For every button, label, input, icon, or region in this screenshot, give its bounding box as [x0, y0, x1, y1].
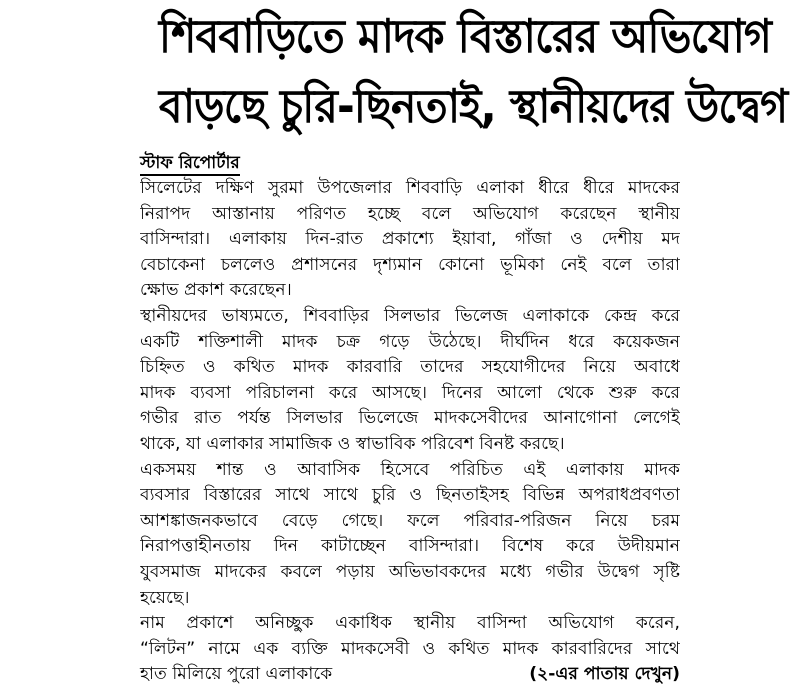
body-line: মাদক ব্যবসা পরিচালনা করে আসছে। দিনের আলো থেকে শুরু করে: [140, 382, 680, 403]
body-line: একসময় শান্ত ও আবাসিক হিসেবে পরিচিত এই এলাকায় মাদক: [140, 459, 680, 480]
body-line: চিহ্নিত ও কথিত মাদক কারবারি তাদের সহযোগীদের নিয়ে অবাধে: [140, 357, 680, 378]
body-line: নাম প্রকাশে অনিচ্ছুক একাধিক স্থানীয় বাসিন্দা অভিযোগ করেন,: [140, 613, 680, 634]
body-line: ক্ষোভ প্রকাশ করেছেন।: [140, 280, 292, 301]
closing-line: [140, 662, 680, 688]
body-line: “লিটন” নামে এক ব্যক্তি মাদকসেবী ও কথিত মাদক কারবারিদের সাথে: [140, 638, 680, 659]
body-line: হয়েছে।: [140, 587, 190, 608]
headline-line-1: শিববাড়িতে মাদক বিস্তারের অভিযোগ: [158, 9, 772, 63]
byline: স্টাফ রিপোর্টার: [140, 152, 240, 176]
body-line: নিরাপদ আস্তানায় পরিণত হচ্ছে বলে অভিযোগ করেছেন স্থানীয়: [140, 203, 680, 224]
body-line: আশঙ্কাজনকভাবে বেড়ে গেছে। ফলে পরিবার-পরিজন নিয়ে চরম: [140, 510, 680, 531]
body-line: স্থানীয়দের ভাষ্যমতে, শিববাড়ির সিলভার ভিলেজ এলাকাকে কেন্দ্র করে: [140, 305, 680, 326]
body-line: ব্যবসার বিস্তারের সাথে সাথে চুরি ও ছিনতাইসহ বিভিন্ন অপরাধপ্রবণতা: [140, 485, 680, 506]
body-line: সিলেটের দক্ষিণ সুরমা উপজেলার শিববাড়ি এলাকা ধীরে ধীরে মাদকের: [140, 178, 680, 198]
body-line: একটি শক্তিশালী মাদক চক্র গড়ে উঠেছে। দীর্ঘদিন ধরে কয়েকজন: [140, 331, 680, 352]
body-line: গভীর রাত পর্যন্ত সিলভার ভিলেজে মাদকসেবীদের আনাগোনা লেগেই: [140, 408, 680, 429]
article-body: [140, 176, 680, 688]
body-line: নিরাপত্তাহীনতায় দিন কাটাচ্ছেন বাসিন্দারা। বিশেষ করে উদীয়মান: [140, 536, 680, 557]
body-line: যুবসমাজ মাদকের কবলে পড়ায় অভিভাবকদের মধ্যে গভীর উদ্বেগ সৃষ্টি: [140, 561, 680, 582]
body-line: থাকে, যা এলাকার সামাজিক ও স্বাভাবিক পরিবেশ বিনষ্ট করছে।: [140, 433, 565, 454]
continuation-jump: (২-এর পাতায় দেখুন): [529, 664, 680, 685]
closing-text: হাত মিলিয়ে পুরো এলাকাকে: [140, 664, 333, 685]
body-line: বাসিন্দারা। এলাকায় দিন-রাত প্রকাশ্যে ইয়াবা, গাঁজা ও দেশীয় মদ: [140, 229, 680, 250]
headline-line-2: বাড়ছে চুরি-ছিনতাই, স্থানীয়দের উদ্বেগ: [158, 79, 788, 133]
body-line: বেচাকেনা চললেও প্রশাসনের দৃশ্যমান কোনো ভূমিকা নেই বলে তারা: [140, 254, 680, 275]
